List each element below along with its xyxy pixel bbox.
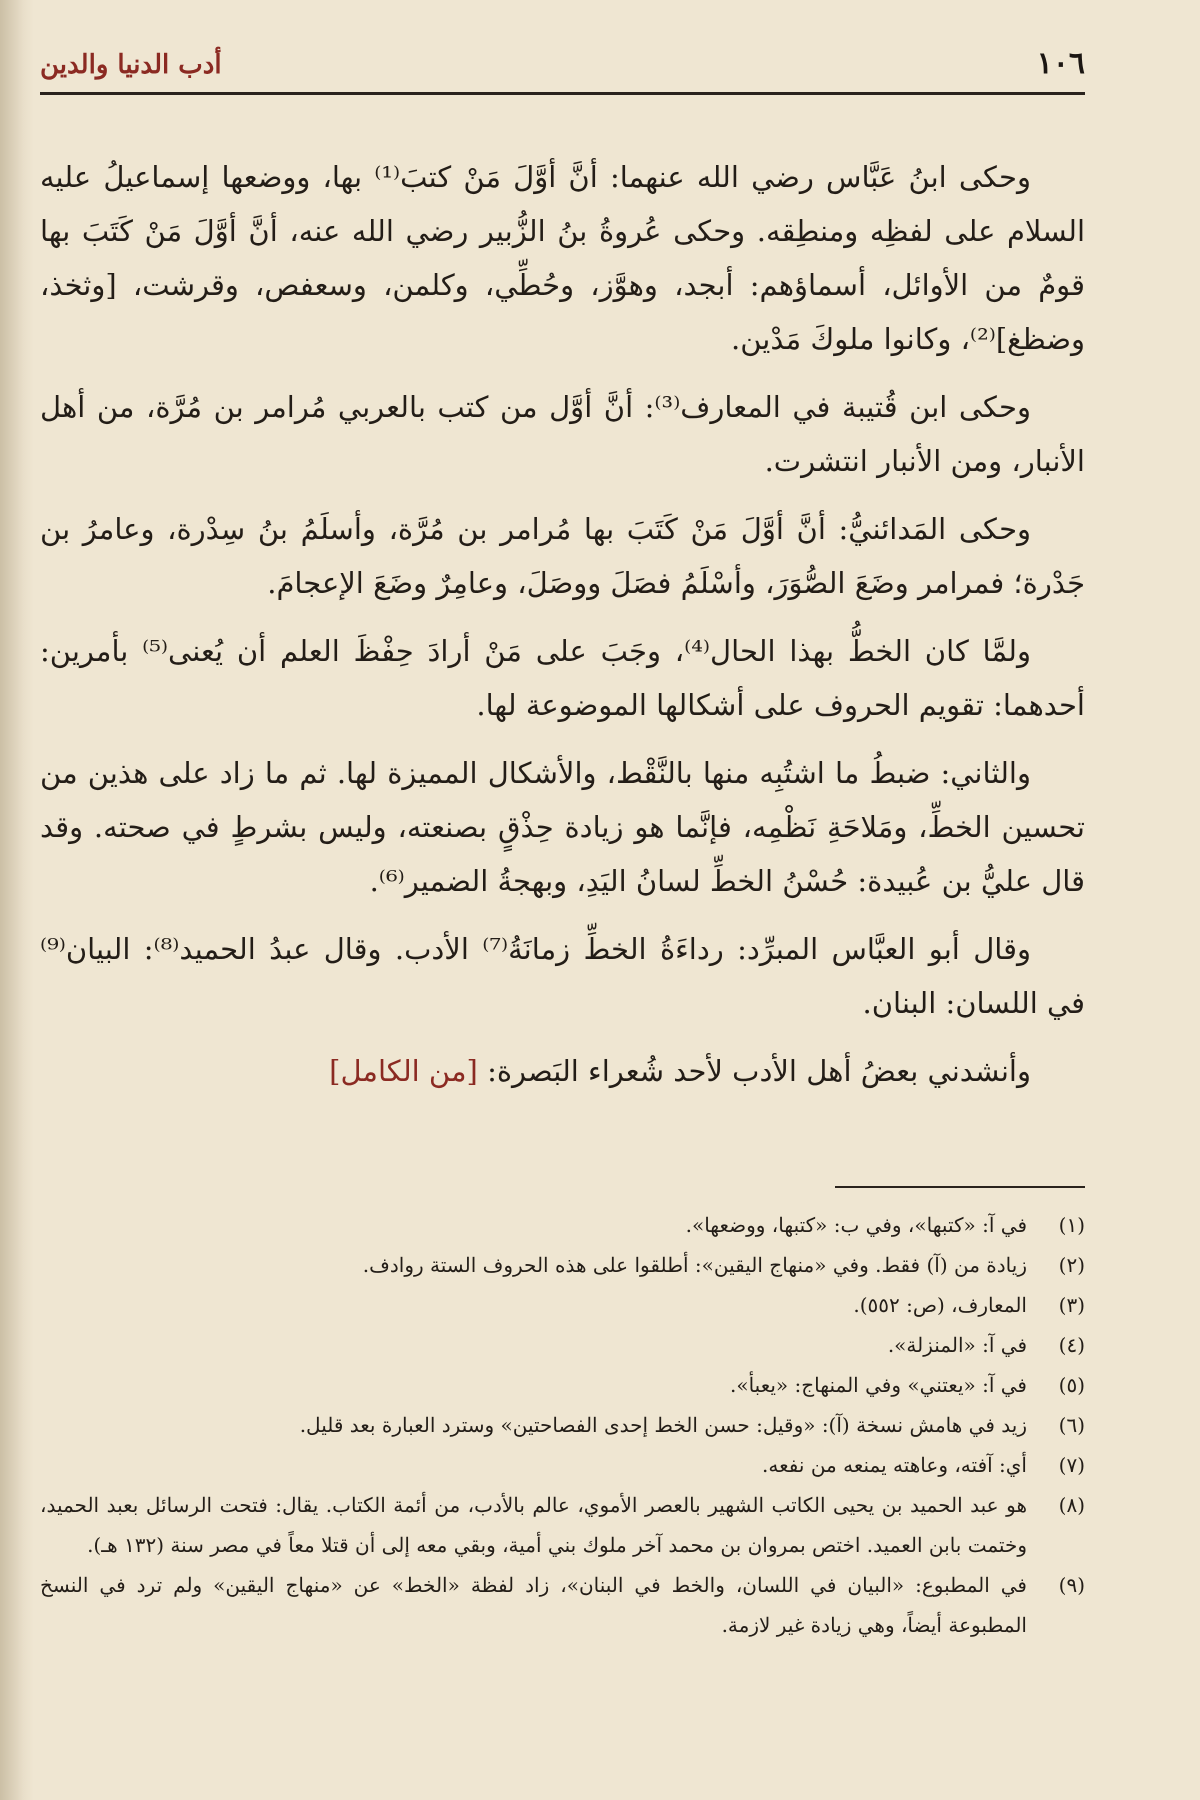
footnote-text: في آ: «يعتني» وفي المنهاج: «يعبأ». bbox=[729, 1373, 1027, 1397]
footnote-7 bbox=[40, 1445, 1085, 1485]
footnote-number: (٧) bbox=[1058, 1453, 1085, 1477]
footnote-1 bbox=[40, 1205, 1085, 1245]
footnote-5 bbox=[40, 1365, 1085, 1405]
paragraph-3: وحكى المَدائنيُّ: أنَّ أوَّلَ مَنْ كَتَبَ بها مُرامر بن مُرَّة، وأسلَمُ بنُ سِدْرة، وعامرُ بن جَدْرة؛ فمرامر وضَعَ الصُّوَرَ، وأسْلَمُ فصَلَ ووصَلَ، وعامِرٌ وضَعَ الإعجامَ. bbox=[40, 512, 1085, 600]
footnote-9 bbox=[40, 1565, 1085, 1645]
footnote-6 bbox=[40, 1405, 1085, 1445]
footnote-text: هو عبد الحميد بن يحيى الكاتب الشهير بالعصر الأموي، عالم بالأدب، من أئمة الكتاب. يقال: فتحت الرسائل بعبد الحميد، وختمت بابن العميد. اختص بمروان بن محمد آخر ملوك بني أمية، وبقي معه إلى أن قتلا معاً في مصر سنة (١٣٢ هـ). bbox=[40, 1493, 1027, 1557]
footnote-number: (٣) bbox=[1058, 1293, 1085, 1317]
footnote-text: زيادة من (آ) فقط. وفي «منهاج اليقين»: أطلقوا على هذه الحروف الستة روادف. bbox=[362, 1253, 1027, 1277]
paragraph-5: والثاني: ضبطُ ما اشتُبِه منها بالنَّقْط، والأشكال المميزة لها. ثم ما زاد على هذين من تحسين الخطِّ، ومَلاحَةِ نَظْمِه، فإنَّما هو زيادة حِذْقٍ بصنعته، وليس بشرطٍ في صحته. وقد قال عليُّ بن عُبيدة: حُسْنُ الخطِّ لسانُ اليَدِ، وبهجةُ الضمير⁽⁶⁾. bbox=[40, 756, 1085, 898]
page-binding-shadow bbox=[0, 0, 34, 1800]
paragraph-6: وقال أبو العبَّاس المبرِّد: رداءَةُ الخطِّ زمانَةُ⁽⁷⁾ الأدب. وقال عبدُ الحميد⁽⁸⁾: البيان⁽⁹⁾ في اللسان: البنان. bbox=[40, 932, 1085, 1020]
paragraph-1: وحكى ابنُ عَبَّاس رضي الله عنهما: أنَّ أوَّلَ مَنْ كتبَ⁽¹⁾ بها، ووضعها إسماعيلُ عليه السلام على لفظِه ومنطِقه. وحكى عُروةُ بنُ الزُّبير رضي الله عنه، أنَّ أوَّلَ مَنْ كَتَبَ بها قومٌ من الأوائل، أسماؤهم: أبجد، وهوَّز، وحُطِّي، وكلمن، وسعفص، وقرشت، [وثخذ، وضظغ]⁽²⁾، وكانوا ملوكَ مَدْين. bbox=[40, 160, 1085, 356]
verse-intro: وأنشدني بعضُ أهل الأدب لأحد شُعراء البَصرة: bbox=[487, 1054, 1031, 1088]
footnotes bbox=[40, 1205, 1085, 1645]
footnote-number: (٩) bbox=[1058, 1573, 1085, 1597]
footnote-text: في المطبوع: «البيان في اللسان، والخط في البنان»، زاد لفظة «الخط» عن «منهاج اليقين» ولم ترد في النسخ المطبوعة أيضاً، وهي زيادة غير لازمة. bbox=[40, 1573, 1027, 1637]
footnote-number: (٨) bbox=[1058, 1493, 1085, 1517]
footnote-number: (٢) bbox=[1058, 1253, 1085, 1277]
footnote-2 bbox=[40, 1245, 1085, 1285]
paragraph-4: ولمَّا كان الخطُّ بهذا الحال⁽⁴⁾، وجَبَ على مَنْ أرادَ حِفْظَ العلم أن يُعنى⁽⁵⁾ بأمرين: أحدهما: تقويم الحروف على أشكالها الموضوعة لها. bbox=[40, 634, 1085, 722]
footnote-text: أي: آفته، وعاهته يمنعه من نفعه. bbox=[762, 1453, 1027, 1477]
footnote-number: (٤) bbox=[1058, 1333, 1085, 1357]
footnote-number: (١) bbox=[1058, 1213, 1085, 1237]
verse-meter: [من الكامل] bbox=[329, 1054, 478, 1088]
verse-intro-line bbox=[40, 1044, 1085, 1098]
page-header bbox=[40, 46, 1085, 90]
paragraph-2: وحكى ابن قُتيبة في المعارف⁽³⁾: أنَّ أوَّل من كتب بالعربي مُرامر بن مُرَّة، من أهل الأنبار، ومن الأنبار انتشرت. bbox=[40, 390, 1085, 478]
header-rule bbox=[40, 92, 1085, 95]
running-title: أدب الدنيا والدين bbox=[40, 50, 222, 80]
footnote-3 bbox=[40, 1285, 1085, 1325]
footnote-text: في آ: «المنزلة». bbox=[887, 1333, 1027, 1357]
main-text bbox=[40, 150, 1085, 1112]
footnote-4 bbox=[40, 1325, 1085, 1365]
footnote-text: زيد في هامش نسخة (آ): «وقيل: حسن الخط إحدى الفصاحتين» وسترد العبارة بعد قليل. bbox=[299, 1413, 1027, 1437]
footnote-text: المعارف، (ص: ٥٥٢). bbox=[853, 1293, 1027, 1317]
page-number: ١٠٦ bbox=[1036, 46, 1085, 81]
footnote-number: (٥) bbox=[1058, 1373, 1085, 1397]
footnote-number: (٦) bbox=[1058, 1413, 1085, 1437]
footnote-rule bbox=[835, 1186, 1085, 1188]
footnote-text: في آ: «كتبها»، وفي ب: «كتبها، ووضعها». bbox=[685, 1213, 1027, 1237]
footnote-8 bbox=[40, 1485, 1085, 1565]
